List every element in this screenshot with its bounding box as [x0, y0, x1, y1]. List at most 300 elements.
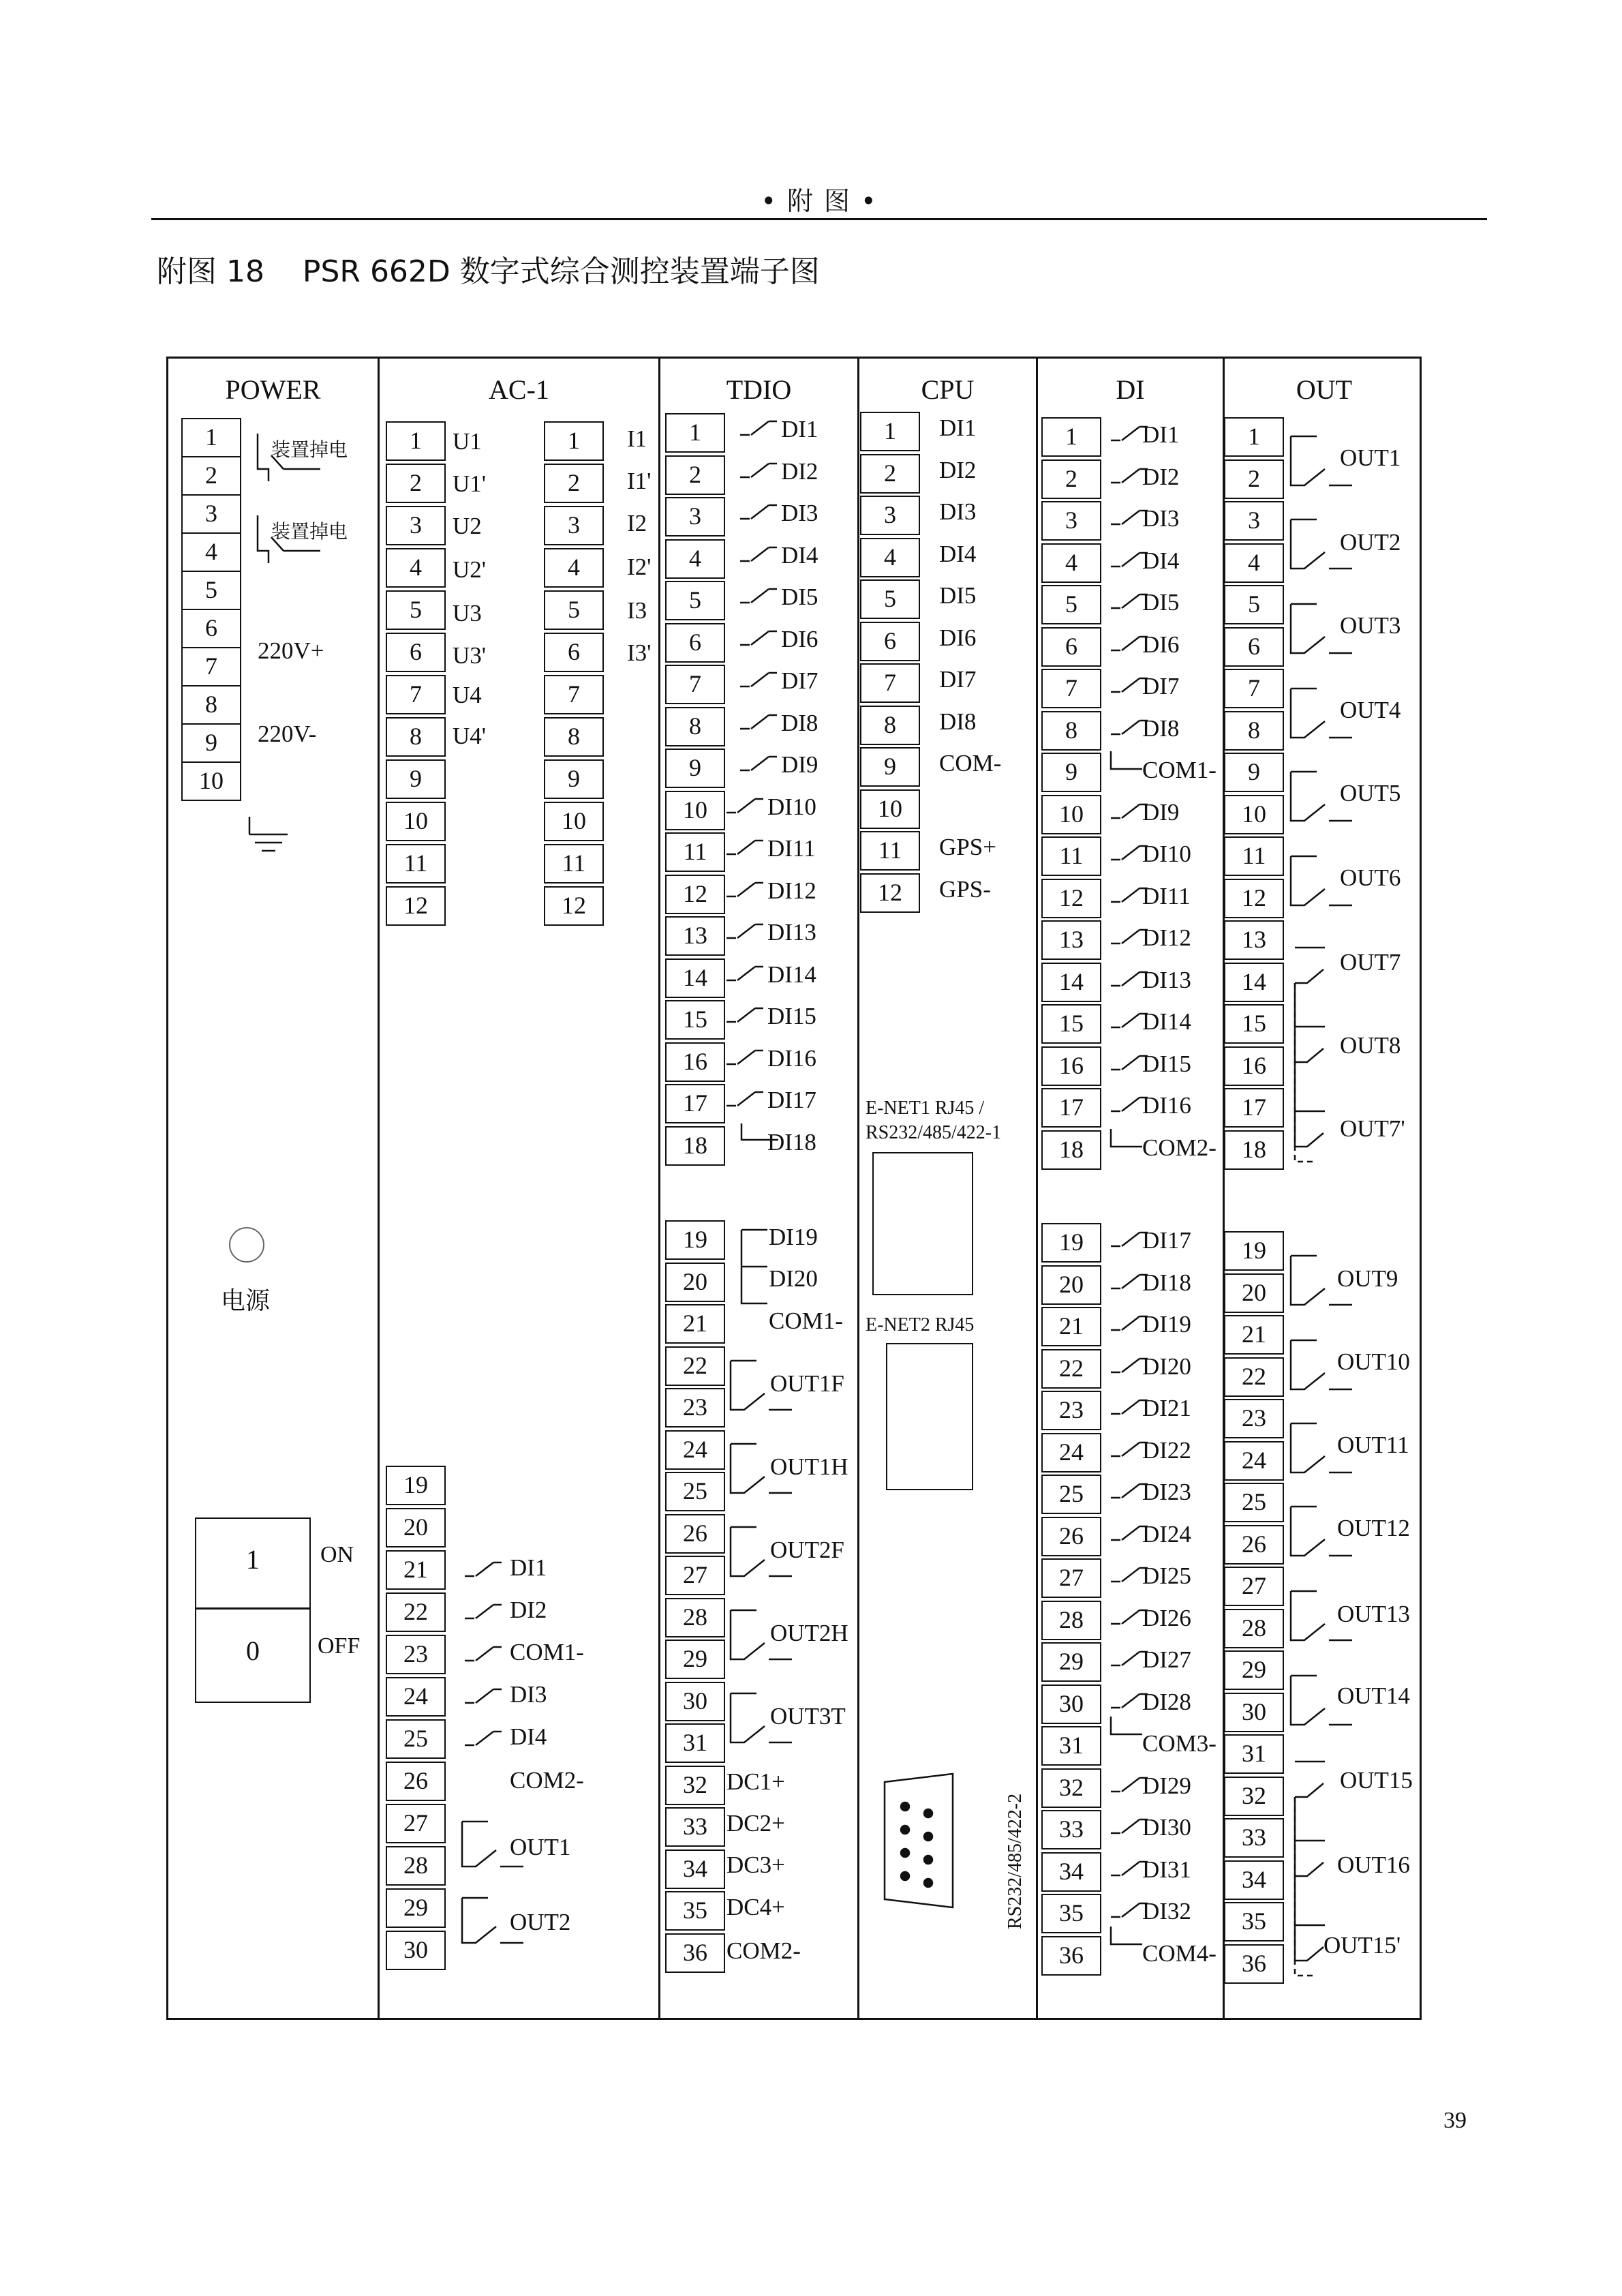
di-contact-icon-5 [1110, 590, 1149, 611]
tdio-upper-label-6: DI6 [781, 625, 818, 652]
tdio-lower-terminal-18: 36 [665, 1933, 725, 1973]
cpu-terminal-9: 9 [860, 747, 920, 787]
out-lower-label-1: OUT9 [1337, 1265, 1398, 1292]
di-upper-label-5: DI5 [1142, 589, 1180, 616]
di-contact-icon-4 [1110, 549, 1149, 569]
tdio-di-contact-icon-3 [739, 501, 778, 522]
out-upper-terminal-13: 13 [1224, 920, 1284, 960]
cpu-terminal-1: 1 [860, 412, 920, 451]
tdio-upper-label-12: DI12 [767, 877, 816, 904]
ac1-voltage-label-3: U2 [453, 513, 482, 539]
ac1-left-terminal-10: 10 [386, 802, 446, 841]
di-contact-icon-1 [1110, 423, 1149, 443]
tdio-out-relay-icon-2 [729, 1440, 797, 1497]
out-lower-label-3: OUT11 [1337, 1432, 1409, 1458]
tdio-lower-label-2: DI20 [769, 1265, 818, 1292]
ac1-current-label-5: I3 [627, 597, 647, 624]
tdio-upper-label-2: DI2 [781, 457, 818, 485]
power-terminal-4: 4 [181, 532, 241, 572]
tdio-upper-terminal-10: 10 [665, 791, 725, 830]
alarm-contact-icon-2 [256, 513, 322, 567]
page-header-title: • 附 图 • [761, 186, 878, 216]
di-upper-terminal-1: 1 [1041, 417, 1101, 457]
out-relay-icon-3 [1289, 600, 1358, 657]
out-upper-label-3: OUT3 [1340, 612, 1401, 639]
ac1-io-label-5: DI4 [510, 1723, 547, 1750]
out-relay-icon-5 [1289, 768, 1358, 825]
out-relay-icon-7 [1289, 1252, 1358, 1309]
out-upper-terminal-11: 11 [1224, 836, 1284, 876]
ac1-left-terminal-2: 2 [386, 464, 446, 503]
out-relay-icon-1 [1289, 432, 1358, 489]
tdio-lower-label-12: DC4+ [726, 1894, 785, 1920]
ac1-lower-terminal-6: 24 [386, 1677, 446, 1717]
cpu-terminal-2: 2 [860, 454, 920, 494]
ac1-right-terminal-9: 9 [544, 759, 604, 799]
ac1-right-terminal-4: 4 [544, 548, 604, 588]
di-contact-icon-3 [1110, 507, 1149, 527]
tdio-di-contact-icon-1 [739, 417, 778, 438]
module-title-di: DI [1116, 374, 1145, 405]
di-lower-label-15: DI30 [1142, 1814, 1191, 1841]
ac1-io-label-4: DI3 [510, 1681, 547, 1708]
out-upper-terminal-17: 17 [1224, 1088, 1284, 1128]
out-lower-terminal-9: 27 [1224, 1567, 1284, 1606]
di-upper-label-1: DI1 [1142, 421, 1180, 448]
out-lower-terminal-18: 36 [1224, 1944, 1284, 1984]
ac1-right-terminal-1: 1 [544, 421, 604, 461]
di-lower-label-8: DI24 [1142, 1520, 1191, 1547]
power-led-label: 电源 [221, 1287, 271, 1315]
ac1-current-label-1: I1 [627, 425, 647, 452]
di-lower-label-17: DI32 [1142, 1898, 1191, 1924]
di-upper-terminal-13: 13 [1041, 920, 1101, 960]
ac1-di-contact-icon-2 [463, 1601, 503, 1621]
di-lower-contact-icon-3 [1110, 1312, 1149, 1333]
di-lower-terminal-7: 25 [1041, 1475, 1101, 1514]
tdio-upper-label-11: DI11 [767, 835, 816, 862]
di-lower-terminal-15: 33 [1041, 1810, 1101, 1849]
power-terminal-1: 1 [181, 418, 241, 457]
di-upper-terminal-5: 5 [1041, 585, 1101, 624]
alarm-contact-icon-1 [256, 431, 322, 485]
tdio-di-contact-icon-16 [725, 1046, 765, 1067]
out-lower-terminal-12: 30 [1224, 1693, 1284, 1732]
power-alarm-label-1: 装置掉电 [271, 438, 348, 461]
di-lower-terminal-6: 24 [1041, 1433, 1101, 1472]
di-upper-terminal-7: 7 [1041, 669, 1101, 708]
power-supply-label-1: 220V+ [258, 637, 324, 664]
cpu-enet1-label-2: RS232/485/422-1 [866, 1122, 1002, 1143]
ac1-right-terminal-6: 6 [544, 633, 604, 672]
tdio-upper-label-10: DI10 [767, 793, 816, 820]
out-lower-label-4: OUT12 [1337, 1515, 1410, 1541]
di-lower-contact-icon-16 [1110, 1858, 1149, 1878]
tdio-out-relay-icon-1 [729, 1357, 797, 1414]
ac1-lower-terminal-3: 21 [386, 1550, 446, 1590]
tdio-lower-terminal-6: 24 [665, 1430, 725, 1470]
di-lower-label-3: DI19 [1142, 1311, 1191, 1338]
tdio-lower-terminal-5: 23 [665, 1388, 725, 1428]
ac1-io-label-3: COM1- [510, 1639, 584, 1665]
ac1-lower-terminal-8: 26 [386, 1762, 446, 1801]
power-terminal-6: 6 [181, 609, 241, 648]
tdio-lower-label-7: OUT2H [770, 1620, 848, 1646]
out-relay-icon-9 [1289, 1419, 1358, 1477]
ac1-right-terminal-11: 11 [544, 844, 604, 883]
power-terminal-2: 2 [181, 456, 241, 496]
di-lower-contact-icon-5 [1110, 1396, 1149, 1417]
out-lower-terminal-10: 28 [1224, 1609, 1284, 1648]
di-upper-label-3: DI3 [1142, 505, 1180, 532]
cpu-label-11: GPS+ [939, 834, 996, 860]
out-upper-terminal-1: 1 [1224, 417, 1284, 457]
ac1-current-label-6: I3' [627, 639, 652, 666]
di-upper-terminal-15: 15 [1041, 1004, 1101, 1044]
di-lower-contact-icon-10 [1110, 1606, 1149, 1627]
tdio-lower-terminal-3: 21 [665, 1304, 725, 1344]
di-upper-label-9: COM1- [1142, 757, 1216, 783]
ac1-right-terminal-5: 5 [544, 590, 604, 630]
ac1-voltage-label-7: U4 [453, 682, 482, 708]
tdio-lower-terminal-8: 26 [665, 1514, 725, 1554]
ac1-lower-terminal-1: 19 [386, 1466, 446, 1505]
di-lower-label-12: DI28 [1142, 1688, 1191, 1715]
di-upper-label-12: DI11 [1142, 882, 1191, 909]
out-upper-terminal-18: 18 [1224, 1130, 1284, 1170]
out-upper-terminal-5: 5 [1224, 585, 1284, 624]
ac1-lower-terminal-2: 20 [386, 1508, 446, 1547]
ac1-io-label-8: OUT2 [510, 1909, 571, 1935]
out-lower-terminal-1: 19 [1224, 1231, 1284, 1271]
di-lower-label-6: DI22 [1142, 1436, 1191, 1464]
tdio-lower-terminal-12: 30 [665, 1682, 725, 1721]
di-upper-terminal-12: 12 [1041, 879, 1101, 918]
tdio-di-contact-icon-12 [725, 879, 765, 899]
di-upper-terminal-10: 10 [1041, 795, 1101, 834]
cpu-terminal-6: 6 [860, 622, 920, 661]
di-lower-terminal-11: 29 [1041, 1642, 1101, 1682]
di-lower-label-10: DI26 [1142, 1604, 1191, 1631]
ac1-io-label-2: DI2 [510, 1597, 547, 1623]
tdio-di-contact-icon-5 [739, 585, 778, 605]
di-lower-contact-icon-15 [1110, 1815, 1149, 1836]
tdio-lower-label-10: DC2+ [726, 1810, 785, 1837]
out-upper-terminal-12: 12 [1224, 879, 1284, 918]
di-lower-contact-icon-17 [1110, 1899, 1149, 1920]
tdio-lower-terminal-11: 29 [665, 1640, 725, 1679]
tdio-upper-label-17: DI17 [767, 1087, 816, 1113]
ac1-right-terminal-3: 3 [544, 506, 604, 545]
tdio-upper-label-18: DI18 [767, 1128, 816, 1155]
tdio-di-contact-icon-8 [739, 711, 778, 731]
tdio-lower-terminal-2: 20 [665, 1263, 725, 1302]
tdio-upper-label-14: DI14 [767, 961, 816, 988]
ac1-lower-terminal-11: 29 [386, 1888, 446, 1928]
tdio-upper-terminal-12: 12 [665, 875, 725, 914]
module-title-cpu: CPU [921, 374, 975, 405]
cpu-label-8: DI8 [939, 708, 977, 735]
out-relay-icon-4 [1289, 684, 1358, 742]
tdio-di-contact-icon-6 [739, 627, 778, 648]
tdio-di-contact-icon-14 [725, 963, 765, 983]
ac1-right-terminal-12: 12 [544, 886, 604, 926]
ac1-voltage-label-4: U2' [453, 556, 487, 583]
out-relay-icon-11 [1289, 1587, 1358, 1644]
ac1-di-contact-icon-1 [463, 1558, 503, 1579]
tdio-di-contact-icon-15 [725, 1004, 765, 1025]
out-relay-icon-2 [1289, 515, 1358, 573]
tdio-upper-label-3: DI3 [781, 500, 818, 526]
page-number: 39 [1443, 2108, 1467, 2133]
out-relay-icon-8 [1289, 1336, 1358, 1393]
out-relay-icon-12 [1289, 1672, 1358, 1729]
ac1-lower-terminal-4: 22 [386, 1592, 446, 1632]
tdio-di-contact-icon-13 [725, 920, 765, 941]
di-lower-terminal-8: 26 [1041, 1517, 1101, 1556]
ac1-left-terminal-4: 4 [386, 548, 446, 588]
out-lower-terminal-6: 24 [1224, 1441, 1284, 1481]
di-lower-terminal-9: 27 [1041, 1558, 1101, 1598]
cpu-label-2: DI2 [939, 456, 977, 483]
out-lower-terminal-4: 22 [1224, 1357, 1284, 1397]
tdio-lower-label-3: COM1- [769, 1308, 843, 1334]
di-lower-terminal-16: 34 [1041, 1852, 1101, 1892]
cpu-terminal-8: 8 [860, 706, 920, 745]
ac1-current-label-2: I1' [627, 468, 652, 494]
ac1-left-terminal-12: 12 [386, 886, 446, 926]
di-lower-contact-icon-6 [1110, 1438, 1149, 1459]
tdio-lower-label-5: OUT1H [770, 1453, 848, 1480]
di-upper-terminal-6: 6 [1041, 627, 1101, 667]
tdio-upper-terminal-13: 13 [665, 916, 725, 956]
out78-relay-icon [1289, 942, 1358, 1167]
ac1-left-terminal-7: 7 [386, 675, 446, 714]
di-upper-terminal-2: 2 [1041, 459, 1101, 499]
tdio-di-contact-icon-11 [725, 836, 765, 857]
power-terminal-7: 7 [181, 647, 241, 686]
ac1-left-terminal-8: 8 [386, 717, 446, 757]
ac1-voltage-label-8: U4' [453, 723, 487, 749]
di-upper-label-17: DI16 [1142, 1092, 1191, 1119]
ac1-right-terminal-2: 2 [544, 464, 604, 503]
out-upper-label-7: OUT7 [1340, 949, 1401, 976]
out-lower-label-8: OUT16 [1337, 1852, 1410, 1878]
out-upper-terminal-8: 8 [1224, 711, 1284, 751]
out-upper-label-4: OUT4 [1340, 697, 1401, 723]
di-lower-terminal-14: 32 [1041, 1768, 1101, 1808]
out1516-relay-icon [1289, 1756, 1358, 1981]
di-lower-contact-icon-1 [1110, 1228, 1149, 1249]
ac1-voltage-label-2: U1' [453, 470, 487, 497]
power-terminal-5: 5 [181, 571, 241, 610]
di-upper-terminal-17: 17 [1041, 1088, 1101, 1128]
cpu-terminal-7: 7 [860, 663, 920, 703]
tdio-di-contact-icon-4 [739, 543, 778, 564]
ac1-voltage-label-1: U1 [453, 428, 482, 455]
tdio-out-relay-icon-4 [729, 1606, 797, 1663]
out-upper-terminal-14: 14 [1224, 963, 1284, 1002]
di-contact-icon-11 [1110, 842, 1149, 862]
tdio-lower-label-8: OUT3T [770, 1703, 846, 1729]
module-title-tdio: TDIO [726, 374, 792, 405]
tdio-upper-terminal-2: 2 [665, 455, 725, 495]
out-upper-terminal-3: 3 [1224, 501, 1284, 541]
ac1-lower-terminal-9: 27 [386, 1804, 446, 1843]
out-lower-terminal-5: 23 [1224, 1399, 1284, 1438]
di-upper-terminal-18: 18 [1041, 1130, 1101, 1170]
cpu-enet1-port [872, 1152, 973, 1295]
di-com2-line [1110, 1128, 1144, 1155]
cpu-terminal-3: 3 [860, 496, 920, 535]
out-lower-terminal-3: 21 [1224, 1315, 1284, 1355]
out-lower-label-6: OUT14 [1337, 1682, 1410, 1709]
cpu-enet2-port [886, 1343, 973, 1490]
out-upper-label-1: OUT1 [1340, 444, 1401, 471]
ac1-voltage-label-5: U3 [453, 600, 482, 626]
di-lower-terminal-10: 28 [1041, 1601, 1101, 1640]
ac1-lower-terminal-10: 28 [386, 1846, 446, 1886]
tdio-lower-label-6: OUT2F [770, 1537, 844, 1563]
di-upper-terminal-9: 9 [1041, 753, 1101, 792]
di-upper-terminal-14: 14 [1041, 963, 1101, 1002]
tdio-upper-terminal-4: 4 [665, 539, 725, 579]
page-header [151, 176, 1487, 220]
di-lower-label-13: COM3- [1142, 1730, 1216, 1757]
tdio-upper-terminal-15: 15 [665, 1000, 725, 1040]
di-upper-terminal-4: 4 [1041, 543, 1101, 583]
out-lower-label-2: OUT10 [1337, 1348, 1410, 1375]
tdio-lower-label-1: DI19 [769, 1224, 818, 1250]
di-upper-label-16: DI15 [1142, 1050, 1191, 1077]
di-contact-icon-13 [1110, 926, 1149, 946]
power-supply-label-2: 220V- [258, 721, 317, 747]
tdio-lower-terminal-14: 32 [665, 1766, 725, 1805]
di-upper-terminal-3: 3 [1041, 501, 1101, 541]
di-upper-label-14: DI13 [1142, 966, 1191, 993]
tdio-upper-label-15: DI15 [767, 1003, 816, 1029]
tdio-upper-terminal-9: 9 [665, 749, 725, 788]
out-upper-label-9: OUT7' [1340, 1115, 1405, 1142]
cpu-label-1: DI1 [939, 414, 977, 441]
cpu-label-7: DI7 [939, 666, 977, 693]
tdio-upper-label-9: DI9 [781, 751, 818, 778]
ac1-left-terminal-9: 9 [386, 759, 446, 799]
cpu-label-5: DI5 [939, 582, 977, 609]
di-contact-icon-6 [1110, 633, 1149, 653]
di-lower-contact-icon-2 [1110, 1271, 1149, 1291]
ac1-di-contact-icon-3 [463, 1643, 503, 1663]
di-lower-label-4: DI20 [1142, 1353, 1191, 1380]
switch-on-value: 1 [246, 1544, 260, 1575]
ac1-lower-terminal-7: 25 [386, 1719, 446, 1759]
out-upper-label-5: OUT5 [1340, 780, 1401, 806]
tdio-upper-terminal-3: 3 [665, 497, 725, 537]
di-contact-icon-16 [1110, 1052, 1149, 1072]
di-contact-icon-10 [1110, 800, 1149, 821]
power-terminal-9: 9 [181, 723, 241, 763]
tdio-upper-label-4: DI4 [781, 541, 818, 569]
di-upper-label-8: DI8 [1142, 714, 1180, 742]
ac1-lower-terminal-5: 23 [386, 1635, 446, 1674]
power-switch[interactable] [195, 1517, 311, 1703]
cpu-serial-label: RS232/485/422-2 [1005, 1793, 1026, 1929]
di-upper-label-2: DI2 [1142, 463, 1180, 490]
ground-icon [245, 811, 293, 859]
power-led-icon [229, 1227, 264, 1263]
out-lower-terminal-2: 20 [1224, 1273, 1284, 1313]
di-contact-icon-17 [1110, 1093, 1149, 1114]
di-lower-contact-icon-11 [1110, 1648, 1149, 1668]
ac1-di-contact-icon-4 [463, 1685, 503, 1706]
di-upper-label-15: DI14 [1142, 1008, 1191, 1035]
tdio-upper-label-13: DI13 [767, 919, 816, 946]
ac1-di-contact-icon-5 [463, 1727, 503, 1748]
out-upper-terminal-6: 6 [1224, 627, 1284, 667]
tdio-upper-terminal-16: 16 [665, 1042, 725, 1082]
cpu-enet2-label: E-NET2 RJ45 [866, 1314, 975, 1335]
di-lower-terminal-2: 20 [1041, 1265, 1101, 1305]
di-lower-terminal-5: 23 [1041, 1391, 1101, 1430]
tdio-lower-label-13: COM2- [726, 1937, 801, 1964]
di-upper-label-6: DI6 [1142, 631, 1180, 658]
di-lower-label-1: DI17 [1142, 1227, 1191, 1254]
di-com4-line [1110, 1925, 1144, 1952]
out-lower-terminal-13: 31 [1224, 1734, 1284, 1774]
di-upper-label-11: DI10 [1142, 841, 1191, 867]
di-lower-contact-icon-9 [1110, 1564, 1149, 1584]
ac1-left-terminal-11: 11 [386, 844, 446, 883]
di-contact-icon-12 [1110, 884, 1149, 905]
tdio-lower-terminal-1: 19 [665, 1220, 725, 1260]
tdio-upper-label-1: DI1 [781, 416, 818, 442]
cpu-label-9: COM- [939, 750, 1002, 776]
out-upper-terminal-2: 2 [1224, 459, 1284, 499]
cpu-terminal-5: 5 [860, 579, 920, 619]
di-lower-terminal-18: 36 [1041, 1936, 1101, 1976]
power-terminal-10: 10 [181, 761, 241, 801]
out-upper-label-6: OUT6 [1340, 864, 1401, 891]
out-upper-terminal-4: 4 [1224, 543, 1284, 583]
ac1-out2-relay-icon [461, 1894, 529, 1947]
tdio-upper-terminal-8: 8 [665, 707, 725, 746]
module-title-out: OUT [1296, 374, 1353, 405]
cpu-enet1-label-1: E-NET1 RJ45 / [866, 1098, 985, 1119]
ac1-right-terminal-10: 10 [544, 802, 604, 841]
di-upper-label-10: DI9 [1142, 798, 1180, 826]
ac1-io-label-1: DI1 [510, 1554, 547, 1581]
di-contact-icon-7 [1110, 674, 1149, 695]
module-title-power: POWER [225, 374, 321, 405]
power-terminal-8: 8 [181, 685, 241, 725]
out-lower-terminal-17: 35 [1224, 1902, 1284, 1942]
tdio-lower-label-9: DC1+ [726, 1768, 785, 1795]
tdio-lower-label-11: DC3+ [726, 1852, 785, 1878]
cpu-terminal-12: 12 [860, 873, 920, 913]
out-upper-terminal-15: 15 [1224, 1004, 1284, 1044]
ac1-right-terminal-7: 7 [544, 675, 604, 714]
tdio-di-contact-icon-7 [739, 669, 778, 689]
ac1-lower-terminal-12: 30 [386, 1931, 446, 1970]
ac1-voltage-label-6: U3' [453, 642, 487, 669]
tdio-lower-terminal-15: 33 [665, 1807, 725, 1847]
ac1-io-label-6: COM2- [510, 1767, 584, 1794]
tdio-upper-terminal-6: 6 [665, 623, 725, 663]
tdio-out-relay-icon-3 [729, 1523, 797, 1580]
tdio-lower-label-4: OUT1F [770, 1370, 844, 1397]
out-lower-terminal-7: 25 [1224, 1483, 1284, 1522]
out-upper-terminal-7: 7 [1224, 669, 1284, 708]
